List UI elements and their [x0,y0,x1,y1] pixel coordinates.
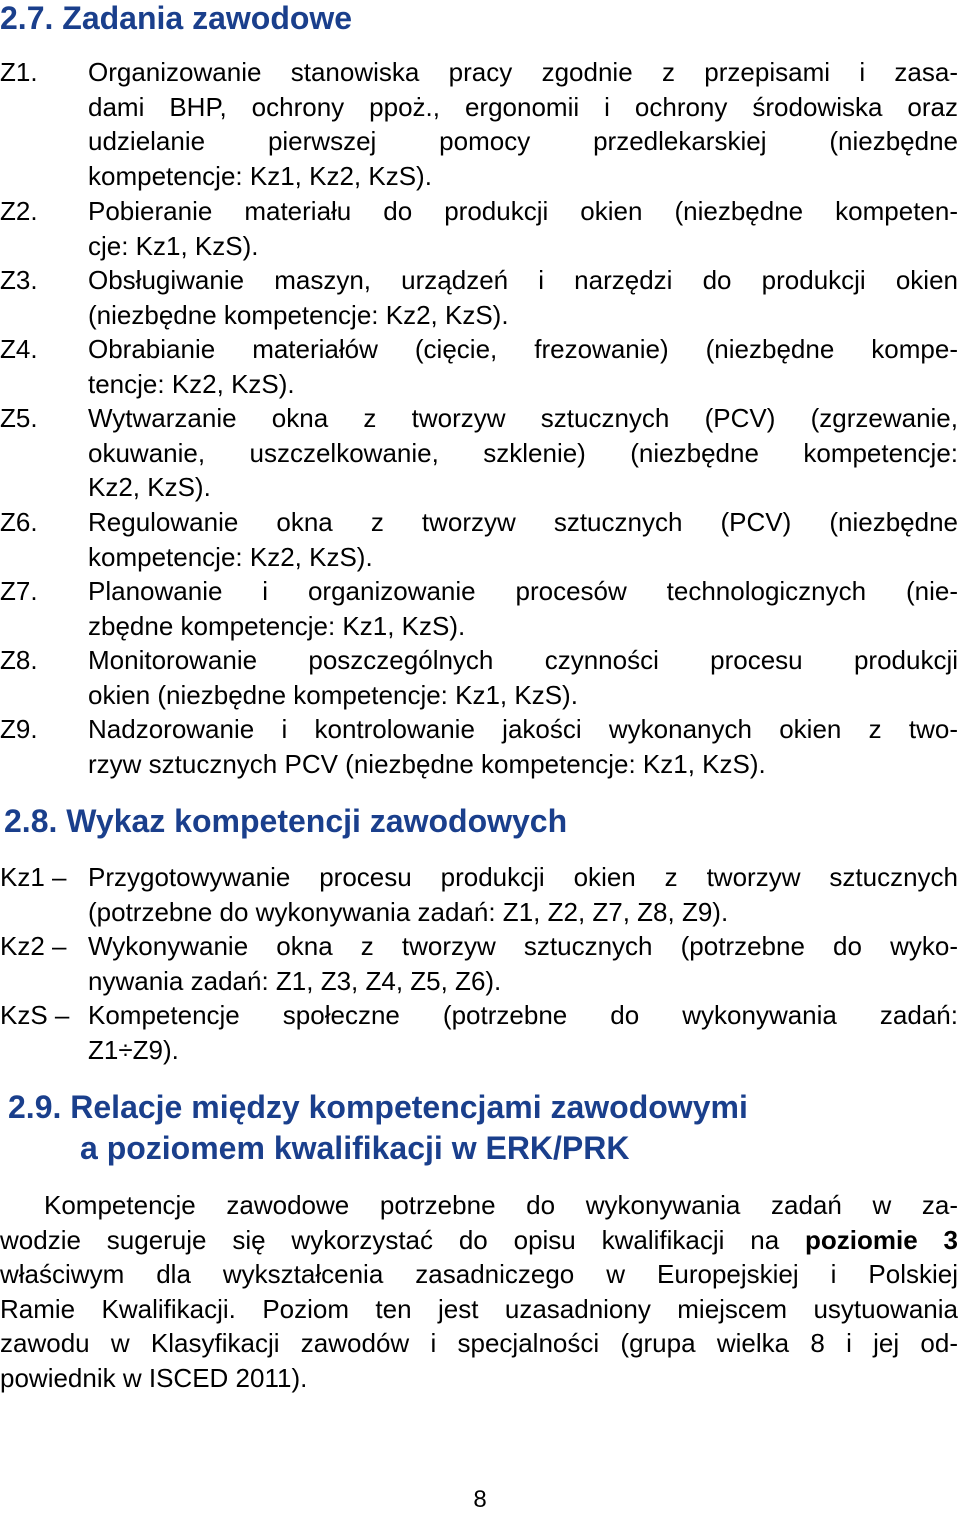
competency-item-kz1 [0,860,960,929]
task-text [88,574,958,643]
task-text [88,712,958,781]
task-line: udzielanie pierwszej pomocy przedlekarskiej (niezbędne [88,126,958,156]
task-code: Z7. [0,576,38,606]
task-line: Obsługiwanie maszyn, urządzeń i narzędzi do produkcji okien [88,265,958,295]
task-line: Pobieranie materiału do produkcji okien (niezbędne kompeten- [88,196,958,226]
task-code: Z9. [0,714,38,744]
section-heading-2-9-continued [80,1130,629,1166]
section-number: 2.8. [4,803,58,839]
paragraph-text: wodzie sugeruje się wykorzystać do opisu kwalifikacji na [0,1224,806,1255]
task-line: (niezbędne kompetencje: Kz2, KzS). [88,299,509,330]
task-item-z6 [0,505,960,574]
competency-code: Kz1 – [0,862,67,892]
competency-text [88,929,958,998]
task-line: Planowanie i organizowanie procesów technologicznych (nie- [88,576,958,606]
task-line: rzyw sztucznych PCV (niezbędne kompetencje: Kz1, KzS). [88,748,766,779]
competency-line: nywania zadań: Z1, Z3, Z4, Z5, Z6). [88,965,502,996]
task-item-z4 [0,332,960,401]
task-text [88,194,958,263]
task-text [88,55,958,193]
task-line: okien (niezbędne kompetencje: Kz1, KzS). [88,679,578,710]
section-title-line1: Relacje między kompetencjami zawodowymi [70,1089,748,1125]
task-code: Z4. [0,334,38,364]
task-item-z2 [0,194,960,263]
task-text [88,643,958,712]
task-text [88,401,958,505]
competency-item-kzs [0,998,960,1067]
competency-text [88,998,958,1067]
task-text [88,263,958,332]
section-number: 2.7. [0,0,54,36]
task-line: Nadzorowanie i kontrolowanie jakości wykonanych okien z two- [88,714,958,744]
paragraph-line [0,1223,958,1258]
competency-line: Z1÷Z9). [88,1034,179,1065]
task-line: kompetencje: Kz1, Kz2, KzS). [88,160,432,191]
task-item-z1 [0,55,960,193]
task-item-z3 [0,263,960,332]
task-line: tencje: Kz2, KzS). [88,368,295,399]
paragraph-line: właściwym dla wykształcenia zasadniczego w Europejskiej i Polskiej [0,1259,958,1289]
task-line: cje: Kz1, KzS). [88,230,259,261]
section-number: 2.9. [8,1089,62,1125]
task-line: dami BHP, ochrony ppoż., ergonomii i ochrony środowiska oraz [88,91,958,122]
competency-line: Przygotowywanie procesu produkcji okien z tworzyw sztucznych [88,862,958,892]
task-line: kompetencje: Kz2, KzS). [88,541,373,572]
page-number: 8 [473,1486,487,1513]
section-heading-2-7 [0,0,352,36]
task-item-z8 [0,643,960,712]
task-code: Z6. [0,507,38,537]
section-heading-2-9 [8,1089,748,1125]
competency-line: (potrzebne do wykonywania zadań: Z1, Z2, Z7, Z8, Z9). [88,896,729,927]
task-line: Regulowanie okna z tworzyw sztucznych (PCV) (niezbędne [88,507,958,537]
paragraph-line: Ramie Kwalifikacji. Poziom ten jest uzasadniony miejscem usytuowania [0,1293,958,1324]
task-line: okuwanie, uszczelkowanie, szklenie) (niezbędne kompetencje: [88,437,958,468]
paragraph-line: powiednik w ISCED 2011). [0,1362,308,1393]
task-line: Kz2, KzS). [88,472,211,502]
task-code: Z3. [0,265,38,295]
task-code: Z8. [0,645,38,675]
task-item-z9 [0,712,960,781]
paragraph-emphasis: poziomie 3 [805,1224,958,1255]
task-line: Organizowanie stanowiska pracy zgodnie z przepisami i zasa- [88,57,958,87]
task-code: Z5. [0,403,38,433]
competency-line: Wykonywanie okna z tworzyw sztucznych (potrzebne do wyko- [88,931,958,961]
competency-code: Kz2 – [0,931,67,961]
section-heading-2-8 [4,803,567,839]
section-title-line2: a poziomem kwalifikacji w ERK/PRK [80,1130,630,1166]
body-paragraph [0,1188,958,1395]
competency-item-kz2 [0,929,960,998]
task-item-z7 [0,574,960,643]
task-line: Obrabianie materiałów (cięcie, frezowanie) (niezbędne kompe- [88,334,958,364]
task-line: Monitorowanie poszczególnych czynności procesu produkcji [88,645,958,675]
competency-code: KzS – [0,1000,70,1030]
task-line: zbędne kompetencje: Kz1, KzS). [88,610,466,641]
paragraph-line: zawodu w Klasyfikacji zawodów i specjalności (grupa wielka 8 i jej od- [0,1328,958,1358]
competency-text [88,860,958,929]
competency-line: Kompetencje społeczne (potrzebne do wykonywania zadań: [88,1000,958,1030]
section-title: Wykaz kompetencji zawodowych [66,803,568,839]
task-text [88,505,958,574]
paragraph-line: Kompetencje zawodowe potrzebne do wykonywania zadań w za- [44,1190,958,1220]
task-item-z5 [0,401,960,505]
task-code: Z2. [0,196,38,226]
task-code: Z1. [0,57,38,87]
task-text [88,332,958,401]
section-title: Zadania zawodowe [62,0,353,36]
task-line: Wytwarzanie okna z tworzyw sztucznych (PCV) (zgrzewanie, [88,403,958,433]
